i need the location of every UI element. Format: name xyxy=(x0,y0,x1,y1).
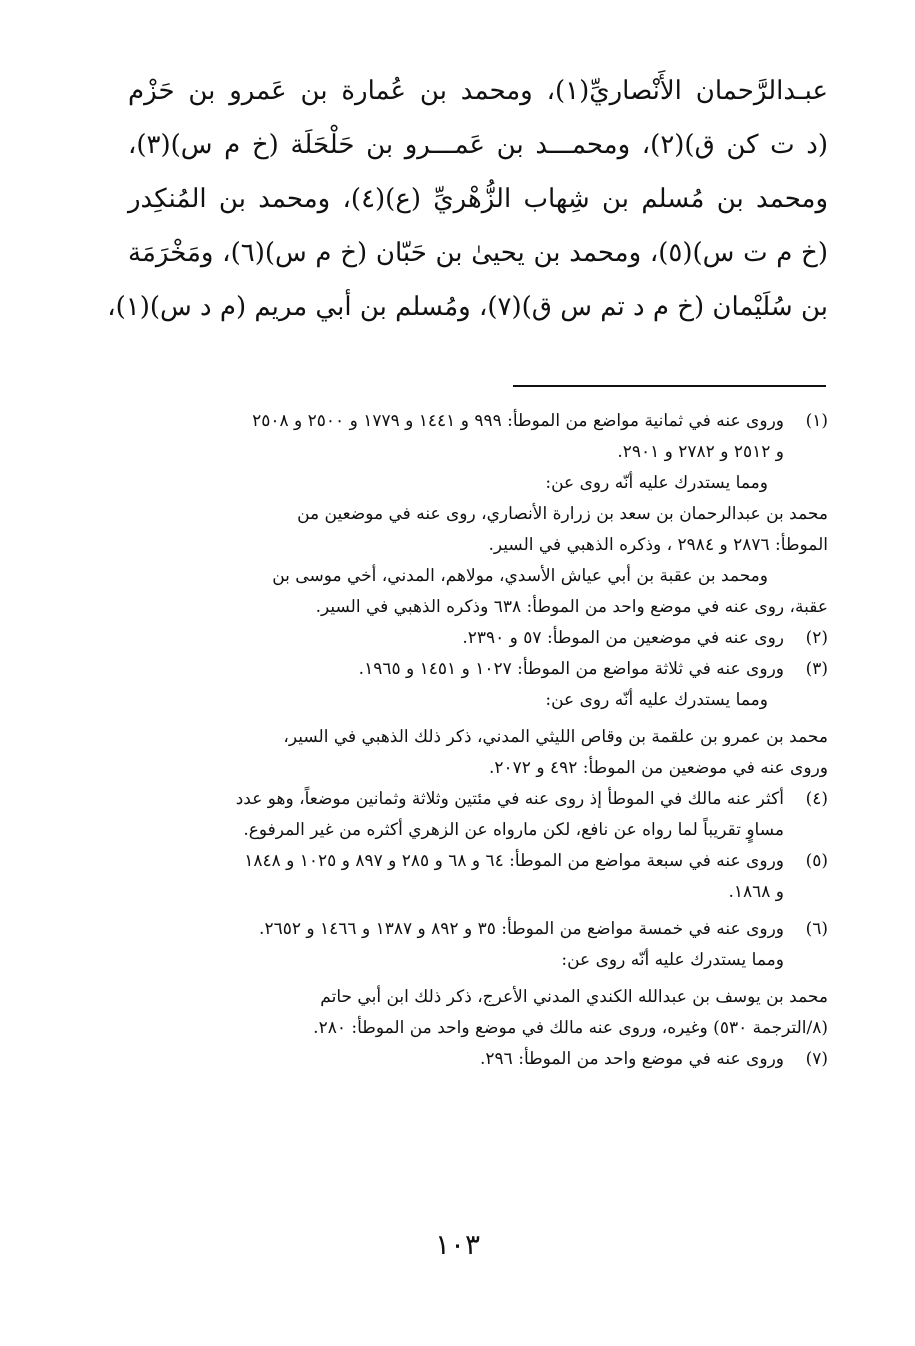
main-text-line: عبـدالرَّحمان الأَنْصاريِّ(١)، ومحمد بن عُمارة بن عَمرو بن حَزْم xyxy=(128,76,828,106)
footnote-line-row xyxy=(128,982,828,1013)
footnote-7 xyxy=(128,1044,828,1075)
main-text-line: بن سُلَيْمان (خ م د تم س ق)(٧)، ومُسلم بن أبي مريم (م د س)(١)، xyxy=(107,292,828,322)
footnote-1 xyxy=(128,406,828,437)
footnote-line: ومما يستدرك عليه أنّه روى عن: xyxy=(545,473,768,493)
footnote-number: (٧) xyxy=(805,1049,828,1069)
footnote-line: و ١٨٦٨. xyxy=(728,882,784,902)
footnote-line-row xyxy=(128,815,828,846)
footnote-line: وروى عنه في ثمانية مواضع من الموطأ: ٩٩٩ و ١٤٤١ و ١٧٧٩ و ٢٥٠٠ و ٢٥٠٨ xyxy=(252,411,784,431)
footnote-line: روى عنه في موضعين من الموطأ: ٥٧ و ٢٣٩٠. xyxy=(462,628,784,648)
footnote-line: محمد بن عمرو بن علقمة بن وقاص الليثي المدني، ذكر ذلك الذهبي في السير، xyxy=(283,727,828,747)
footnote-line-row xyxy=(128,437,828,468)
footnotes xyxy=(128,406,828,1075)
footnote-separator xyxy=(513,385,826,387)
footnote-line-row xyxy=(128,722,828,753)
main-text-line: (خ م ت س)(٥)، ومحمد بن يحيىٰ بن حَبّان (خ م س)(٦)، ومَخْرَمَة xyxy=(128,238,828,268)
footnote-6 xyxy=(128,914,828,945)
footnote-line: محمد بن يوسف بن عبدالله الكندي المدني الأعرج، ذكر ذلك ابن أبي حاتم xyxy=(320,987,828,1007)
footnote-number: (٤) xyxy=(805,789,828,809)
footnote-number: (٣) xyxy=(805,659,828,679)
footnote-line: عقبة، روى عنه في موضع واحد من الموطأ: ٦٣٨ وذكره الذهبي في السير. xyxy=(315,597,828,617)
footnote-5 xyxy=(128,846,828,877)
footnote-2 xyxy=(128,623,828,654)
footnote-line: محمد بن عبدالرحمان بن سعد بن زرارة الأنصاري، روى عنه في موضعين من xyxy=(297,504,828,524)
footnote-line: وروى عنه في سبعة مواضع من الموطأ: ٦٤ و ٦٨ و ٢٨٥ و ٨٩٧ و ١٠٢٥ و ١٨٤٨ xyxy=(244,851,784,871)
footnote-line: الموطأ: ٢٨٧٦ و ٢٩٨٤ ، وذكره الذهبي في السير. xyxy=(488,535,828,555)
footnote-line: (٨/الترجمة ٥٣٠) وغيره، وروى عنه مالك في موضع واحد من الموطأ: ٢٨٠. xyxy=(313,1018,828,1038)
footnote-4 xyxy=(128,784,828,815)
footnote-line-row xyxy=(128,530,828,561)
page-number: ١٠٣ xyxy=(434,1228,481,1261)
footnote-line-row xyxy=(128,753,828,784)
footnote-line: ومما يستدرك عليه أنّه روى عن: xyxy=(545,690,768,710)
footnote-line: مساوٍ تقريباً لما رواه عن نافع، لكن مارواه عن الزهري أكثره من غير المرفوع. xyxy=(243,820,784,840)
main-text-line: (د ت كن ق)(٢)، ومحمـــد بن عَمـــرو بن حَلْحَلَة (خ م س)(٣)، xyxy=(128,130,828,160)
footnote-line-row xyxy=(128,499,828,530)
footnote-line: ومما يستدرك عليه أنّه روى عن: xyxy=(561,950,784,970)
footnote-number: (١) xyxy=(805,411,828,431)
footnote-line-row xyxy=(128,685,828,716)
footnote-line: وروى عنه في موضع واحد من الموطأ: ٢٩٦. xyxy=(480,1049,784,1069)
footnote-line: أكثر عنه مالك في الموطأ إذ روى عنه في مئتين وثلاثة وثمانين موضعاً، وهو عدد xyxy=(235,789,784,809)
footnote-line: وروى عنه في ثلاثة مواضع من الموطأ: ١٠٢٧ و ١٤٥١ و ١٩٦٥. xyxy=(358,659,784,679)
footnote-line: ومحمد بن عقبة بن أبي عياش الأسدي، مولاهم، المدني، أخي موسى بن xyxy=(272,566,768,586)
footnote-line: وروى عنه في موضعين من الموطأ: ٤٩٢ و ٢٠٧٢. xyxy=(488,758,828,778)
footnote-line: و ٢٥١٢ و ٢٧٨٢ و ٢٩٠١. xyxy=(617,442,784,462)
footnote-line-row xyxy=(128,877,828,908)
footnote-number: (٥) xyxy=(805,851,828,871)
footnote-line-row xyxy=(128,592,828,623)
footnote-number: (٦) xyxy=(805,919,828,939)
footnote-number: (٢) xyxy=(805,628,828,648)
footnote-line-row xyxy=(128,561,828,592)
footnote-3 xyxy=(128,654,828,685)
main-text xyxy=(107,64,828,334)
footnote-line-row xyxy=(128,945,828,976)
footnote-line-row xyxy=(128,1013,828,1044)
footnote-line: وروى عنه في خمسة مواضع من الموطأ: ٣٥ و ٨٩٢ و ١٣٨٧ و ١٤٦٦ و ٢٦٥٢. xyxy=(259,919,784,939)
main-text-line: ومحمد بن مُسلم بن شِهاب الزُّهْريِّ (ع)(٤)، ومحمد بن المُنكِدر xyxy=(128,184,828,214)
footnote-line-row xyxy=(128,468,828,499)
